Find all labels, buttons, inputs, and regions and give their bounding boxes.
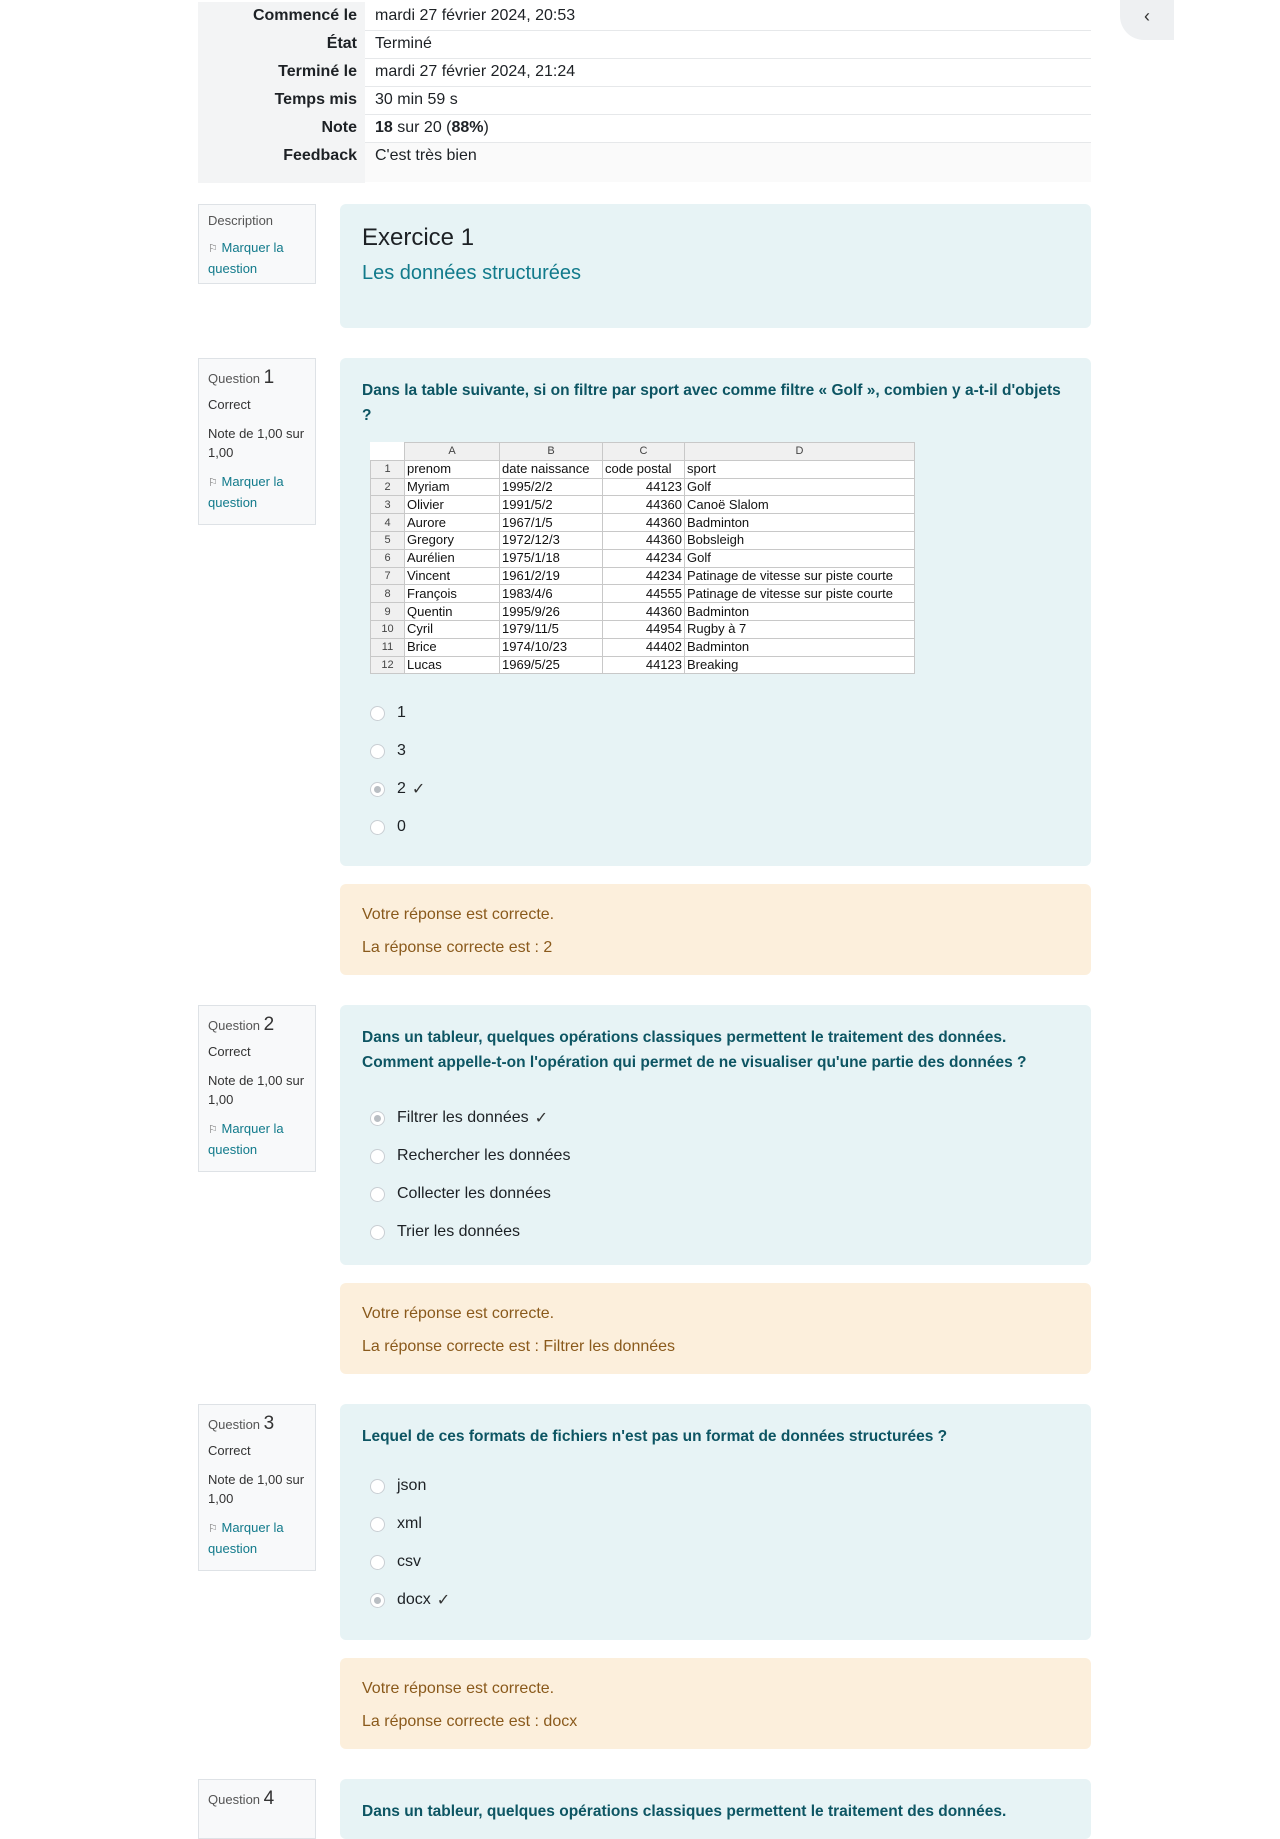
summary-label: Note [198,114,365,142]
sheet-cell: 1975/1/18 [500,549,603,567]
sheet-cell: Patinage de vitesse sur piste courte [685,585,915,603]
correct-answer-text: La réponse correcte est : Filtrer les données [362,1338,676,1355]
sheet-cell: Quentin [405,603,500,621]
feedback-text: Votre réponse est correcte. [362,1680,555,1697]
summary-label: Feedback [198,142,365,182]
question-1-info [198,358,316,525]
exercise-title: Exercice 1 [362,224,475,251]
flag-icon: ⚐ [208,1523,218,1535]
flag-question-link[interactable] [208,472,306,512]
sheet-cell: 44360 [603,514,685,532]
sheet-cell: Bobsleigh [685,531,915,549]
sheet-column-header: C [603,443,685,461]
question-number: Question 2 [208,1014,275,1035]
summary-value: C'est très bien [365,142,1091,182]
flag-label: Marquer la question [208,1520,284,1556]
sheet-cell: 44234 [603,567,685,585]
correct-answer-text: La réponse correcte est : 2 [362,939,553,956]
sheet-row [371,585,915,603]
sheet-row-number: 12 [371,656,405,674]
sheet-row [371,620,915,638]
chevron-left-icon: ‹ [1144,5,1150,26]
sheet-cell: Patinage de vitesse sur piste courte [685,567,915,585]
correct-answer-text: La réponse correcte est : docx [362,1713,578,1730]
sheet-cell: 1974/10/23 [500,638,603,656]
summary-row-feedback [198,142,1091,182]
answer-option[interactable] [362,1543,1069,1581]
exercise-subtitle: Les données structurées [362,262,582,284]
sheet-row [371,656,915,674]
sheet-column-header: D [685,443,915,461]
question-grade: Note de 1,00 sur 1,00 [208,1073,305,1107]
question-3-feedback [340,1658,1091,1749]
question-number: Question 4 [208,1788,275,1809]
attempt-summary-table [198,2,1091,183]
answer-option[interactable] [362,1467,1069,1505]
sheet-row [371,567,915,585]
grade-score: 18 [375,119,393,136]
sheet-row [371,531,915,549]
sheet-cell: Badminton [685,514,915,532]
description-label: Description [208,213,274,228]
sheet-cell: Olivier [405,496,500,514]
check-icon: ✓ [411,781,426,799]
flag-question-link[interactable] [208,238,306,278]
question-text: Dans la table suivante, si on filtre par sport avec comme filtre « Golf », combien y a-t-il d'objets ? [362,382,1061,424]
sheet-cell: Aurélien [405,549,500,567]
flag-question-link[interactable] [208,1119,306,1159]
sheet-cell: 1983/4/6 [500,585,603,603]
answer-option[interactable] [362,1137,1069,1175]
spreadsheet-image [370,442,915,674]
answer-label: Filtrer les données [397,1109,529,1126]
answer-option[interactable] [362,770,1069,808]
sheet-header-row [371,443,915,461]
radio-button[interactable] [370,706,385,721]
sheet-cell: 1995/9/26 [500,603,603,621]
feedback-text: Votre réponse est correcte. [362,1305,555,1322]
sheet-cell: Cyril [405,620,500,638]
summary-value: Terminé [365,30,1091,58]
check-icon: ✓ [436,1592,451,1609]
radio-button[interactable] [370,1111,385,1126]
radio-button[interactable] [370,744,385,759]
sheet-row-number: 1 [371,460,405,478]
sheet-cell: Myriam [405,478,500,496]
sheet-cell: Golf [685,549,915,567]
sheet-cell: prenom [405,460,500,478]
question-state: Correct [208,397,251,412]
flag-icon: ⚐ [208,477,218,489]
feedback-text: Votre réponse est correcte. [362,906,555,923]
question-3-panel [340,1404,1091,1640]
question-grade: Note de 1,00 sur 1,00 [208,1472,305,1506]
radio-button[interactable] [370,1479,385,1494]
radio-button[interactable] [370,1187,385,1202]
sheet-row-number: 9 [371,603,405,621]
flag-icon: ⚐ [208,1124,218,1136]
summary-label: Terminé le [198,58,365,86]
summary-value: mardi 27 février 2024, 20:53 [365,2,1091,30]
sheet-cell: Golf [685,478,915,496]
sheet-row [371,638,915,656]
sheet-row-number: 4 [371,514,405,532]
radio-button[interactable] [370,1225,385,1240]
question-4-info [198,1779,316,1839]
sheet-row-number: 3 [371,496,405,514]
sheet-cell: Lucas [405,656,500,674]
answer-label: Rechercher les données [397,1147,571,1164]
answer-label: Collecter les données [397,1185,551,1202]
sheet-cell: 1972/12/3 [500,531,603,549]
question-state: Correct [208,1443,251,1458]
question-3-info [198,1404,316,1571]
answer-list [362,694,1069,846]
sheet-row-number: 7 [371,567,405,585]
question-number: Question 1 [208,367,275,388]
answer-option[interactable] [362,1213,1069,1251]
sheet-cell: date naissance [500,460,603,478]
question-text: Dans un tableur, quelques opérations classiques permettent le traitement des données. [362,1803,1007,1820]
flag-label: Marquer la question [208,474,284,510]
sheet-cell: Aurore [405,514,500,532]
flag-question-link[interactable] [208,1518,306,1558]
radio-button[interactable] [370,782,385,797]
radio-button[interactable] [370,1149,385,1164]
answer-label: 3 [397,742,406,760]
summary-row-state [198,30,1091,58]
answer-label: 2 [397,780,406,798]
answer-label: csv [397,1553,421,1570]
flag-label: Marquer la question [208,240,284,276]
sheet-cell: 1961/2/19 [500,567,603,585]
sheet-cell: 44402 [603,638,685,656]
sheet-row [371,496,915,514]
question-4-panel [340,1779,1091,1839]
question-grade: Note de 1,00 sur 1,00 [208,426,305,460]
flag-icon: ⚐ [208,243,218,255]
sheet-cell: 1969/5/25 [500,656,603,674]
sheet-cell: Badminton [685,638,915,656]
sheet-cell: 44234 [603,549,685,567]
sheet-cell: Breaking [685,656,915,674]
question-1-feedback [340,884,1091,975]
summary-value [365,114,1091,142]
sheet-row-number: 5 [371,531,405,549]
sheet-row-number: 8 [371,585,405,603]
grade-percent: 88% [451,119,484,136]
drawer-toggle-button[interactable] [1120,0,1174,40]
check-icon: ✓ [534,1110,549,1127]
question-2-feedback [340,1283,1091,1374]
sheet-cell: 44360 [603,603,685,621]
summary-row-started [198,2,1091,30]
summary-label: Temps mis [198,86,365,114]
radio-button[interactable] [370,820,385,835]
grade-middle: sur 20 ( [392,119,452,136]
sheet-row [371,478,915,496]
sheet-cell: 1979/11/5 [500,620,603,638]
sheet-cell: Brice [405,638,500,656]
radio-button[interactable] [370,1517,385,1532]
sheet-cell: Badminton [685,603,915,621]
sheet-cell: 44123 [603,656,685,674]
sheet-column-header: A [405,443,500,461]
summary-value: 30 min 59 s [365,86,1091,114]
sheet-cell: Rugby à 7 [685,620,915,638]
sheet-cell: code postal [603,460,685,478]
grade-end: ) [483,119,489,136]
description-panel [340,204,1091,328]
question-1-panel [340,358,1091,866]
sheet-cell: 1967/1/5 [500,514,603,532]
flag-label: Marquer la question [208,1121,284,1157]
summary-row-time [198,86,1091,114]
answer-option[interactable] [362,808,1069,846]
question-text: Lequel de ces formats de fichiers n'est pas un format de données structurées ? [362,1428,948,1445]
summary-row-grade [198,114,1091,142]
sheet-cell: Vincent [405,567,500,585]
sheet-cell: 44123 [603,478,685,496]
description-info [198,204,316,284]
answer-label: Trier les données [397,1223,521,1240]
answer-label: 0 [397,818,406,836]
sheet-cell: 44954 [603,620,685,638]
answer-option[interactable] [362,732,1069,770]
question-2-info [198,1005,316,1172]
question-text: Dans un tableur, quelques opérations classiques permettent le traitement des données. Comment appelle-t-on l'opération qui permet de ne visualiser qu'une partie des données ? [362,1029,1027,1071]
summary-label: État [198,30,365,58]
answer-label: xml [397,1515,422,1532]
sheet-cell: 44360 [603,496,685,514]
answer-list [362,1467,1069,1619]
answer-option[interactable] [362,1505,1069,1543]
summary-label: Commencé le [198,2,365,30]
sheet-cell: 1991/5/2 [500,496,603,514]
sheet-row-number: 11 [371,638,405,656]
sheet-cell: 1995/2/2 [500,478,603,496]
answer-list [362,1099,1069,1251]
sheet-row-number: 10 [371,620,405,638]
answer-label: json [397,1477,427,1494]
sheet-cell: 44555 [603,585,685,603]
answer-option[interactable] [362,1581,1069,1619]
sheet-cell: sport [685,460,915,478]
sheet-row-number: 6 [371,549,405,567]
sheet-row [371,514,915,532]
radio-button[interactable] [370,1555,385,1570]
question-2-panel [340,1005,1091,1265]
sheet-row [371,603,915,621]
answer-option[interactable] [362,1099,1069,1137]
question-number: Question 3 [208,1413,275,1434]
sheet-cell: 44360 [603,531,685,549]
sheet-column-header: B [500,443,603,461]
sheet-cell: François [405,585,500,603]
sheet-cell: Gregory [405,531,500,549]
answer-label: 1 [397,704,406,722]
summary-row-finished [198,58,1091,86]
sheet-row [371,460,915,478]
answer-option[interactable] [362,694,1069,732]
radio-button[interactable] [370,1593,385,1608]
sheet-corner [371,443,405,461]
question-state: Correct [208,1044,251,1059]
sheet-row [371,549,915,567]
sheet-row-number: 2 [371,478,405,496]
sheet-cell: Canoë Slalom [685,496,915,514]
answer-label: docx [397,1591,431,1608]
summary-value: mardi 27 février 2024, 21:24 [365,58,1091,86]
answer-option[interactable] [362,1175,1069,1213]
